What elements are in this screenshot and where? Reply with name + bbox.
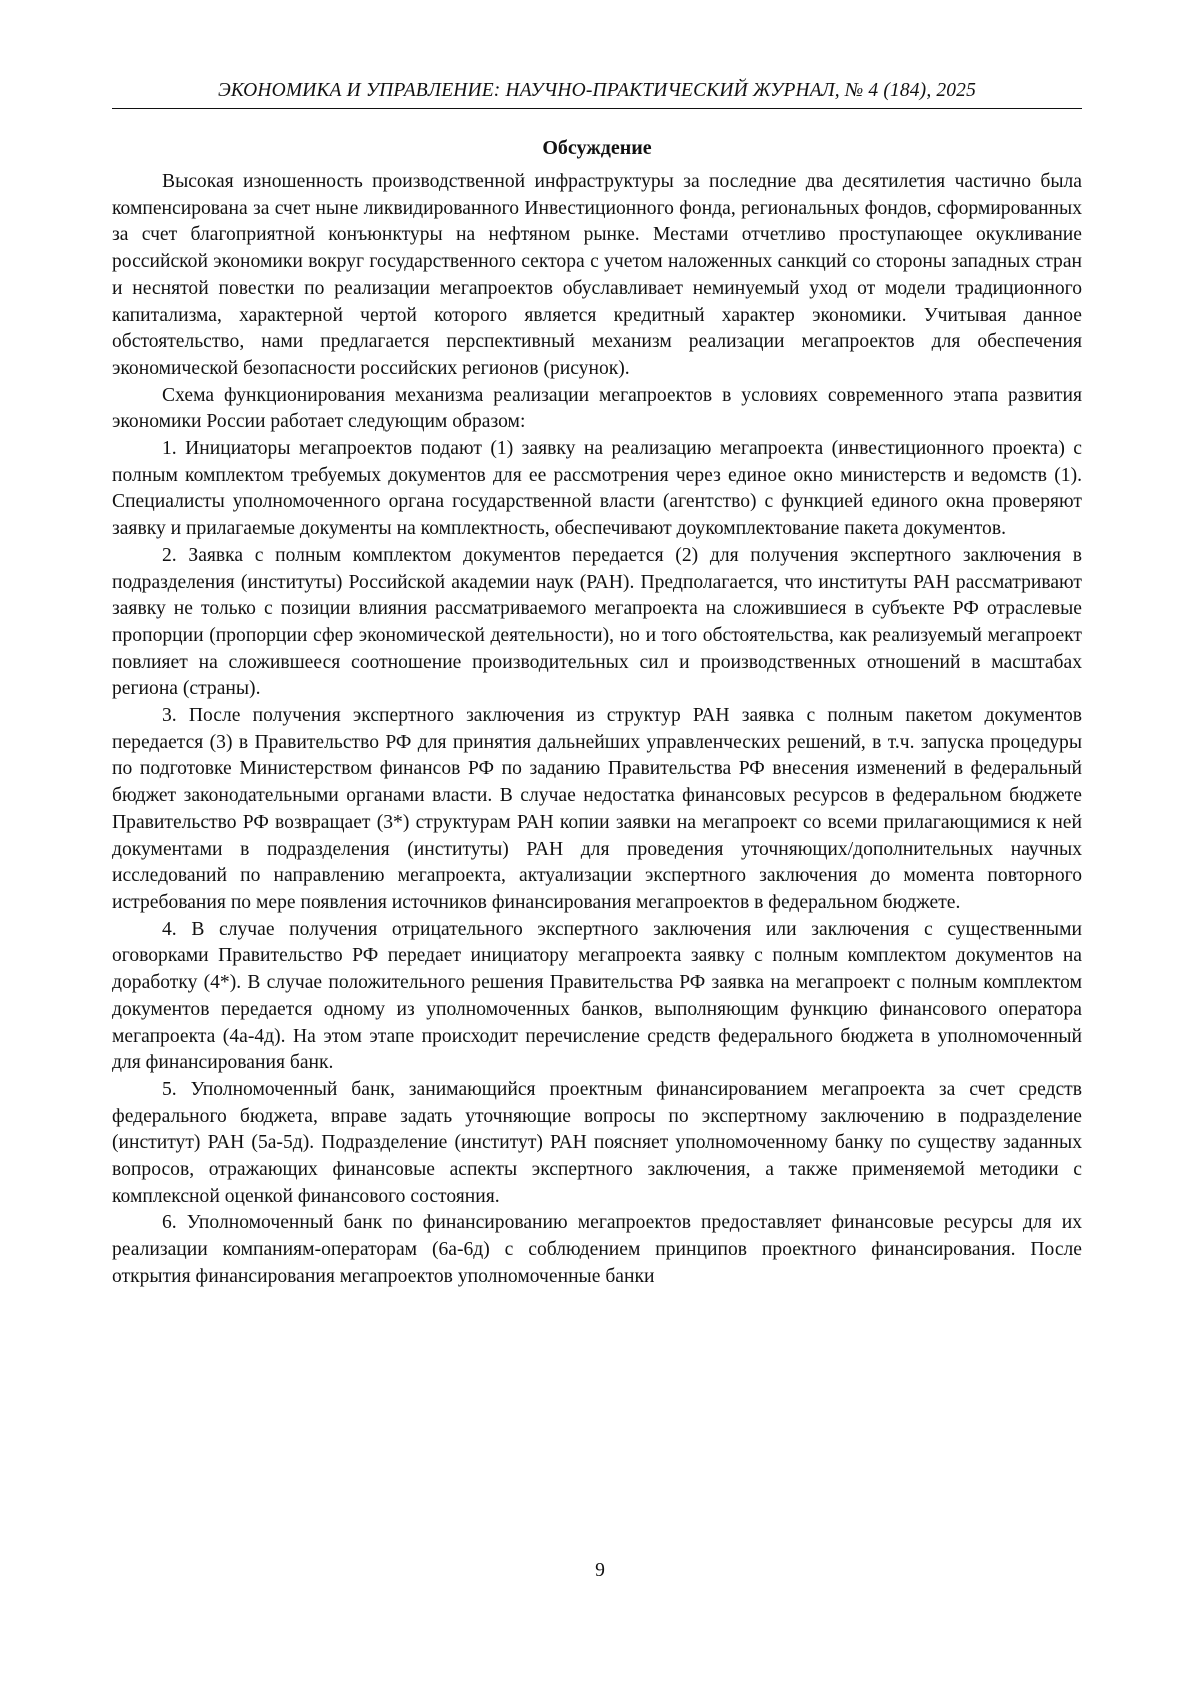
body-text <box>112 169 1082 1291</box>
page-number: 9 <box>0 1558 1200 1584</box>
paragraph: 6. Уполномоченный банк по финансированию мегапроектов предоставляет финансовые ресурсы для их реализации компаниям-операторам (6а-6д) с соблюдением принципов проект­ного финансирования. После открытия финансирования мегапроектов уполномоченные банки <box>112 1210 1082 1290</box>
paragraph: 2. Заявка с полным комплектом документов передается (2) для получения экспертного за­ключения в подразделения (институты) Российской академии наук (РАН). Предполагается, что институты РАН рассматривают заявку не только с позиции влияния рассматриваемого мегапро­екта на сложившиеся в субъекте РФ отраслевые пропорции (пропорции сфер экономической деятельности), но и того обстоятельства, как реализуемый мегапроект повлияет на сложившее­ся соотношение производительных сил и производственных отношений в масштабах региона (страны). <box>112 543 1082 703</box>
paragraph: 3. После получения экспертного заключения из структур РАН заявка с полным пакетом документов передается (3) в Правительство РФ для принятия дальнейших управленческих ре­шений, в т.ч. запуска процедуры по подготовке Министерством финансов РФ по заданию Пра­вительства РФ внесения изменений в федеральный бюджет законодательными органами власти. В случае недостатка финансовых ресурсов в федеральном бюджете Правительство РФ возвра­щает (3*) структурам РАН копии заявки на мегапроект со всеми прилагающимися к ней доку­ментами в подразделения (институты) РАН для проведения уточняющих/дополнительных научных исследований по направлению мегапроекта, актуализации экспертного заключения до момента повторного истребования по мере появления источников финансирования мегапроек­тов в федеральном бюджете. <box>112 703 1082 917</box>
paragraph: Схема функционирования механизма реализации мегапроектов в условиях современного этапа развития экономики России работает следующим образом: <box>112 383 1082 436</box>
paragraph: 1. Инициаторы мегапроектов подают (1) заявку на реализацию мегапроекта (инвестици­онного проекта) с полным комплектом требуемых документов для ее рассмотрения через еди­ное окно министерств и ведомств (1). Специалисты уполномоченного органа государственной власти (агентство) с функцией единого окна проверяют заявку и прилагаемые документы на комплектность, обеспечивают доукомплектование пакета документов. <box>112 436 1082 543</box>
paragraph: 4. В случае получения отрицательного экспертного заключения или заключения с суще­ственными оговорками Правительство РФ передает инициатору мегапроекта заявку с полным комплектом документов на доработку (4*). В случае положительного решения Правительства РФ заявка на мегапроект с полным комплектом документов передается одному из уполномо­ченных банков, выполняющим функцию финансового оператора мегапроекта (4а-4д). На этом этапе происходит перечисление средств федерального бюджета в уполномоченный для финан­сирования банк. <box>112 917 1082 1077</box>
running-header: ЭКОНОМИКА И УПРАВЛЕНИЕ: НАУЧНО-ПРАКТИЧЕСКИЙ ЖУРНАЛ, № 4 (184), 2025 <box>112 78 1082 109</box>
paragraph: Высокая изношенность производственной инфраструктуры за последние два десятилетия частично была компенсирована за счет ныне ликвидированного Инвестиционного фонда, реги­ональных фондов, сформированных за счет благоприятной конъюнктуры на нефтяном рынке. Местами отчетливо проступающее окукливание российской экономики вокруг государственно­го сектора с учетом наложенных санкций со стороны западных стран и неснятой повестки по реализации мегапроектов обуславливает неминуемый уход от модели традиционного капита­лизма, характерной чертой которого является кредитный характер экономики. Учитывая данное обстоятельство, нами предлагается перспективный механизм реализации мегапроектов для обеспечения экономической безопасности российских регионов (рисунок). <box>112 169 1082 383</box>
journal-page <box>112 78 1082 1291</box>
paragraph: 5. Уполномоченный банк, занимающийся проектным финансированием мегапроекта за счет средств федерального бюджета, вправе задать уточняющие вопросы по экспертному за­ключению в подразделение (институт) РАН (5а-5д). Подразделение (институт) РАН поясняет уполномоченному банку по существу заданных вопросов, отражающих финансовые аспекты экспертного заключения, а также применяемой методики с комплексной оценкой финансового состояния. <box>112 1077 1082 1211</box>
section-title: Обсуждение <box>112 135 1082 161</box>
